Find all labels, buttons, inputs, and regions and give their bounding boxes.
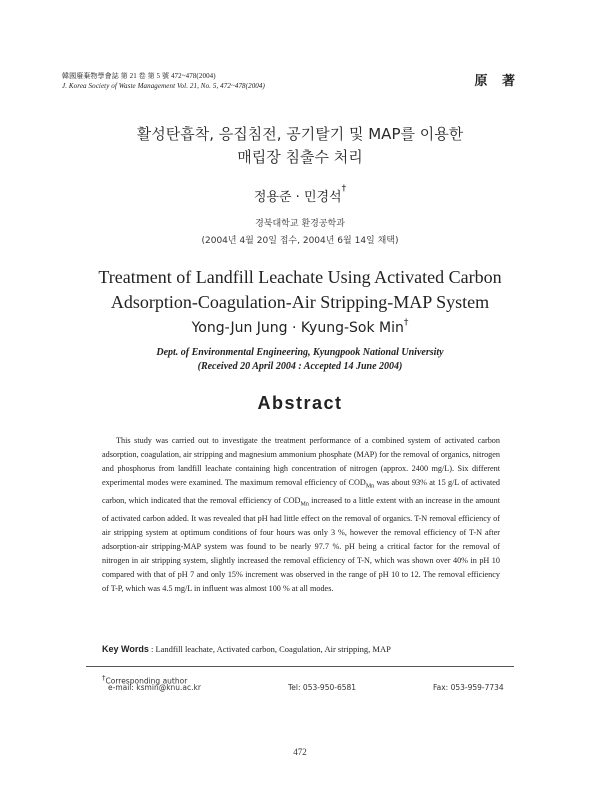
english-corresponding-mark: † [403,318,409,328]
keywords [102,643,502,655]
korean-title-line1: 활성탄흡착, 응집침전, 공기탈기 및 MAP를 이용한 [136,125,464,143]
english-received-dates: (Received 20 April 2004 : Accepted 14 June 2004) [197,361,403,372]
korean-affiliation: 경북대학교 환경공학과 [255,219,345,229]
author-fax: Fax: 053-959-7734 [433,683,504,692]
abstract-heading: Abstract [257,393,343,413]
corresponding-author-label: Corresponding author [105,676,188,686]
cod-subscript: Mn [300,501,309,508]
korean-authors [0,186,600,205]
author-telephone: Tel: 053-950-6581 [288,683,357,692]
article-type-label: 原 著 [474,74,520,89]
author-email: e-mail: ksmin@knu.ac.kr [108,683,201,692]
footnote-mark: † [102,674,106,682]
footnote-divider [86,666,514,667]
korean-author-names: 정용준 · 민경석 [253,190,342,205]
corresponding-author-mark: † [341,184,347,194]
keywords-text: : Landfill leachate, Activated carbon, Coagulation, Air stripping, MAP [148,644,391,654]
english-department: Dept. of Environmental Engineering, Kyungpook National University [156,347,444,358]
english-title-line1: Treatment of Landfill Leachate Using Activated Carbon [98,267,502,287]
keywords-label: Key Words [102,644,149,654]
korean-title-line2: 매립장 침출수 처리 [237,148,363,166]
cod-subscript: Mn [365,483,375,490]
english-author-names: Yong-Jun Jung · Kyung-Sok Min [191,320,404,336]
page-number: 472 [293,747,307,757]
journal-citation-english: J. Korea Society of Waste Management Vol. 21, No. 5, 472~478(2004) [62,82,265,90]
abstract-body: This study was carried out to investigate the treatment performance of a combined system of activated carbon adsorption, coagulation, air stripping and magnesium ammonium phosphate (MAP) for the removal of organics, nitrogen and phosphorus from landfill leachate containing high concentration of nitrogen (approx. 2400 mg/L). Six different experimental modes were examined. The maximum removal efficiency of $COD_{Mn}$ was about 93% at 15 g/L of activated carbon, which indicated that the removal efficiency of $COD_{Mn}$ increased to a little extent with an increase in the amount of activated carbon added. It was revealed that pH had little effect on the removal of organics. T-N removal efficiency of air stripping system at optimum conditions of four hours was only 3 %, however the removal efficiency of T-N after adsorption-air stripping-MAP system was found to be nearly 97.7 %. pH being a critical factor for the removal of nitrogen in air stripping system, slightly increased the removal efficiency of T-N, which was shown over 40% in pH 10 compared with that of pH 7 and only 15% increment was observed in the range of pH 10 to 12. The removal efficiency of T-P, which was 4.5 mg/L in influent was almost 100 % at all modes. [102,436,500,594]
english-title-line2: Adsorption-Coagulation-Air Stripping-MAP System [110,292,490,312]
journal-citation-korean: 韓國廢棄物學會誌 第 21 卷 第 5 號 472~478(2004) [62,72,216,80]
korean-received-dates: (2004년 4월 20일 접수, 2004년 6월 14일 채택) [201,236,399,246]
english-authors [0,320,600,336]
